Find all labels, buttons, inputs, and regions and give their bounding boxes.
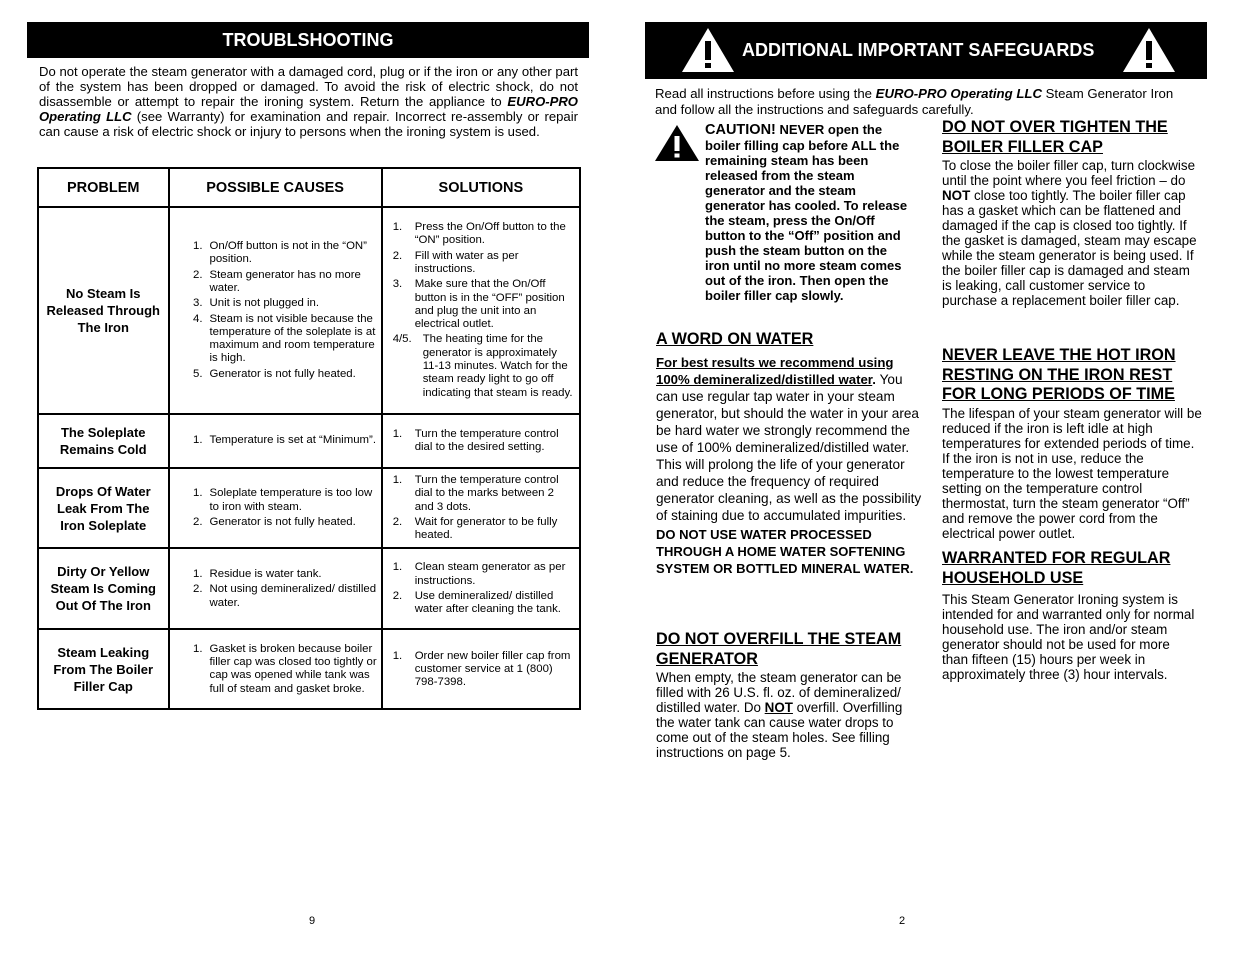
caution-text: NEVER open the boiler filling cap before ALL the remaining steam has been released from the steam generator and the steam generator has cooled. To release the steam, press the On/Off button to the “Off” position and push the steam button on the iron until no more steam comes out of the iron. Then open the boiler filler cap slowly.	[705, 122, 908, 303]
overfill-text-a: When empty, the steam generator can be filled with 26 U.S. fl. oz. of demineralized/ distilled water. Do	[656, 670, 902, 715]
list-item	[172, 313, 377, 366]
list-item-text: Turn the temperature control dial to the marks between 2 and 3 dots.	[414, 474, 559, 513]
list-item-text: Steam generator has no more water.	[209, 268, 361, 294]
list-item	[385, 650, 575, 690]
tighten-text-b: close too tightly. The boiler filler cap has a gasket which can be flattened and damaged if the cap is closed too tightly. If the gasket is damaged, steam may escape while the steam generator is being used. If the boiler filler cap is damaged and steam is leaking, call customer service to purchase a replacement boiler filler cap.	[942, 188, 1197, 308]
list-item-text: Generator is not fully heated.	[209, 515, 356, 528]
table-row	[38, 629, 580, 709]
list-item-number: 2.	[392, 249, 403, 262]
table-row	[38, 548, 580, 629]
intro-text-b: (see Warranty) for examination and repair. Incorrect re-assembly or repair can cause a risk of electric shock or injury to persons when the ironing system is used.	[39, 109, 578, 139]
overfill-heading: DO NOT OVERFILL THE STEAM GENERATOR	[656, 630, 902, 668]
list-item	[172, 434, 377, 447]
list-item-text: Gasket is broken because boiler filler cap was closed too tightly or cap was opened while tank was full of steam and gasket broke.	[209, 642, 377, 695]
list-item	[385, 333, 575, 399]
problem-cell: Drops Of Water Leak From The Iron Soleplate	[38, 468, 169, 548]
list-item	[172, 297, 377, 310]
water-warning: DO NOT USE WATER PROCESSED THROUGH A HOME WATER SOFTENING SYSTEM OR BOTTLED MINERAL WATER.	[656, 526, 914, 576]
solutions-cell	[382, 414, 580, 468]
troubleshooting-banner: TROUBLSHOOTING	[27, 22, 589, 58]
never-leave-body: The lifespan of your steam generator will be reduced if the iron is left idle at high temperatures for extended periods of time. If the iron is not in use, reduce the temperature to the lowest temperature setting on the temperature control thermostat, turn the steam generator “Off” and remove the power cord from the electrical power outlet.	[942, 405, 1202, 541]
list-item-text: Temperature is set at “Minimum”.	[209, 434, 376, 447]
causes-cell	[169, 548, 382, 629]
list-item	[172, 516, 377, 529]
causes-cell	[169, 414, 382, 468]
list-item	[172, 487, 377, 514]
overfill-section	[656, 630, 921, 760]
tighten-section	[942, 118, 1197, 308]
header-problem: PROBLEM	[38, 168, 169, 207]
causes-list	[172, 487, 377, 529]
list-item-text: Clean steam generator as per instructions.	[414, 561, 566, 587]
list-item-number: 2.	[193, 268, 203, 281]
list-item-number: 1.	[193, 240, 203, 253]
list-item	[172, 368, 377, 381]
list-item-number: 1.	[392, 561, 403, 574]
list-item-text: Not using demineralized/ distilled water.	[209, 583, 377, 609]
water-section	[656, 330, 926, 577]
water-heading: A WORD ON WATER	[656, 330, 814, 348]
solutions-list	[385, 650, 575, 690]
causes-list	[172, 568, 377, 610]
warning-triangle-icon	[1121, 26, 1177, 74]
page-number-right: 2	[899, 915, 906, 927]
safeguards-banner	[645, 22, 1207, 79]
table-body	[38, 207, 580, 709]
list-item-number: 1.	[193, 642, 203, 655]
solutions-list	[385, 428, 575, 455]
solutions-cell	[382, 207, 580, 414]
water-body: You can use regular tap water in your steam generator, but should the water in your area be hard water we strongly recommend the use of 100% demineralized/distilled water. This will prolong the life of your generator and reduce the frequency of required generator cleaning, as well as the possibility of staining due to accumulated impurities.	[656, 371, 922, 523]
warranted-section	[942, 549, 1197, 682]
warning-triangle-icon	[680, 26, 736, 74]
water-recommendation-end: .	[872, 371, 876, 387]
header-possible-causes: POSSIBLE CAUSES	[169, 168, 382, 207]
list-item-number: 3.	[392, 278, 403, 291]
list-item	[385, 474, 575, 514]
troubleshooting-intro	[39, 64, 578, 139]
list-item-text: The heating time for the generator is approximately 11-13 minutes. Watch for the steam ready light to go off indicating that steam is ready.	[422, 333, 573, 399]
list-item-number: 4/5.	[392, 333, 412, 346]
warning-triangle-icon	[654, 124, 700, 162]
overfill-text-b: overfill. Overfilling the water tank can cause water drops to come out of the steam holes. See filling instructions on page 5.	[656, 700, 903, 760]
list-item-number: 1.	[193, 434, 203, 447]
brand-name: EURO-PRO Operating LLC	[39, 94, 578, 124]
solutions-list	[385, 221, 575, 400]
list-item	[172, 269, 377, 296]
causes-list	[172, 240, 377, 381]
safeguards-intro-b: Steam Generator Iron and follow all the instructions and safeguards carefully.	[655, 86, 1174, 117]
list-item-text: Generator is not fully heated.	[209, 367, 356, 380]
list-item-text: Unit is not plugged in.	[209, 297, 320, 310]
list-item-number: 1.	[392, 427, 403, 440]
problem-cell: The Soleplate Remains Cold	[38, 414, 169, 468]
table-row	[38, 414, 580, 468]
never-leave-section	[942, 346, 1202, 541]
solutions-cell	[382, 548, 580, 629]
list-item-number: 2.	[392, 515, 403, 528]
causes-list	[172, 434, 377, 447]
list-item-number: 1.	[392, 221, 403, 234]
list-item-text: On/Off button is not in the “ON” position.	[209, 240, 367, 266]
list-item-number: 1.	[193, 568, 203, 581]
list-item	[385, 516, 575, 543]
problem-cell: Dirty Or Yellow Steam Is Coming Out Of The Iron	[38, 548, 169, 629]
list-item-number: 4.	[193, 312, 203, 325]
solutions-list	[385, 561, 575, 616]
never-leave-heading: NEVER LEAVE THE HOT IRON RESTING ON THE IRON REST FOR LONG PERIODS OF TIME	[942, 346, 1176, 403]
tighten-text-a: To close the boiler filler cap, turn clockwise until the point where you feel friction – do	[942, 158, 1196, 188]
causes-cell	[169, 468, 382, 548]
tighten-not: NOT	[942, 188, 971, 203]
list-item-number: 2.	[193, 515, 203, 528]
table-row	[38, 468, 580, 548]
list-item-text: Order new boiler filler cap from customer service at 1 (800) 798-7398.	[414, 649, 571, 689]
safeguards-title: ADDITIONAL IMPORTANT SAFEGUARDS	[742, 40, 1095, 60]
safeguards-intro	[655, 86, 1195, 118]
list-item-number: 1.	[392, 474, 403, 486]
list-item-text: Press the On/Off button to the “ON” position.	[414, 221, 566, 247]
solutions-cell	[382, 629, 580, 709]
list-item-number: 2.	[193, 583, 203, 596]
causes-list	[172, 643, 377, 696]
problem-cell: Steam Leaking From The Boiler Filler Cap	[38, 629, 169, 709]
table-row	[38, 207, 580, 414]
solutions-cell	[382, 468, 580, 548]
page-number-left: 9	[309, 915, 316, 927]
warranted-body: This Steam Generator Ironing system is intended for and warranted only for normal household use. The iron and/or steam generator should not be used for more than fifteen (15) hours per week in approximately three (3) hour intervals.	[942, 592, 1195, 682]
list-item-text: Use demineralized/ distilled water after cleaning the tank.	[414, 589, 561, 616]
list-item-text: Turn the temperature control dial to the desired setting.	[414, 427, 559, 453]
solutions-list	[385, 474, 575, 542]
list-item-number: 1.	[193, 487, 203, 500]
problem-cell: No Steam Is Released Through The Iron	[38, 207, 169, 414]
list-item	[385, 561, 575, 588]
list-item-text: Soleplate temperature is too low to iron with steam.	[209, 487, 373, 513]
list-item	[385, 221, 575, 248]
list-item-text: Make sure that the On/Off button is in the “OFF” position and plug the unit into an electrical outlet.	[414, 278, 565, 331]
list-item-text: Residue is water tank.	[209, 568, 322, 581]
causes-cell	[169, 629, 382, 709]
list-item-number: 2.	[392, 589, 403, 602]
caution-block	[705, 122, 915, 303]
caution-label: CAUTION!	[705, 122, 776, 138]
warranted-heading: WARRANTED FOR REGULAR HOUSEHOLD USE	[942, 549, 1171, 587]
intro-text-a: Do not operate the steam generator with a damaged cord, plug or if the iron or any other part of the system has been dropped or damaged. To avoid the risk of electric shock, do not disassemble or attempt to repair the ironing system. Return the appliance to	[39, 64, 578, 109]
causes-cell	[169, 207, 382, 414]
list-item	[172, 643, 377, 696]
header-solutions: SOLUTIONS	[382, 168, 580, 207]
list-item	[385, 590, 575, 617]
list-item	[172, 240, 377, 267]
list-item-number: 5.	[193, 367, 203, 380]
brand-name: EURO-PRO Operating LLC	[875, 86, 1042, 101]
list-item	[172, 568, 377, 581]
list-item-text: Steam is not visible because the temperature of the soleplate is at maximum and room temperature is high.	[209, 312, 376, 365]
tighten-heading: DO NOT OVER TIGHTEN THE BOILER FILLER CAP	[942, 118, 1168, 156]
safeguards-intro-a: Read all instructions before using the	[655, 86, 876, 101]
list-item-number: 3.	[193, 297, 203, 310]
list-item	[385, 250, 575, 277]
overfill-not: NOT	[764, 700, 793, 715]
list-item	[385, 428, 575, 455]
table-header-row	[38, 168, 580, 207]
list-item-text: Wait for generator to be fully heated.	[414, 515, 558, 542]
list-item-text: Fill with water as per instructions.	[414, 249, 519, 275]
troubleshooting-table	[37, 167, 581, 710]
list-item-number: 1.	[392, 649, 403, 662]
list-item	[385, 278, 575, 331]
water-recommendation: For best results we recommend using 100% demineralized/distilled water	[656, 354, 894, 387]
list-item	[172, 583, 377, 610]
